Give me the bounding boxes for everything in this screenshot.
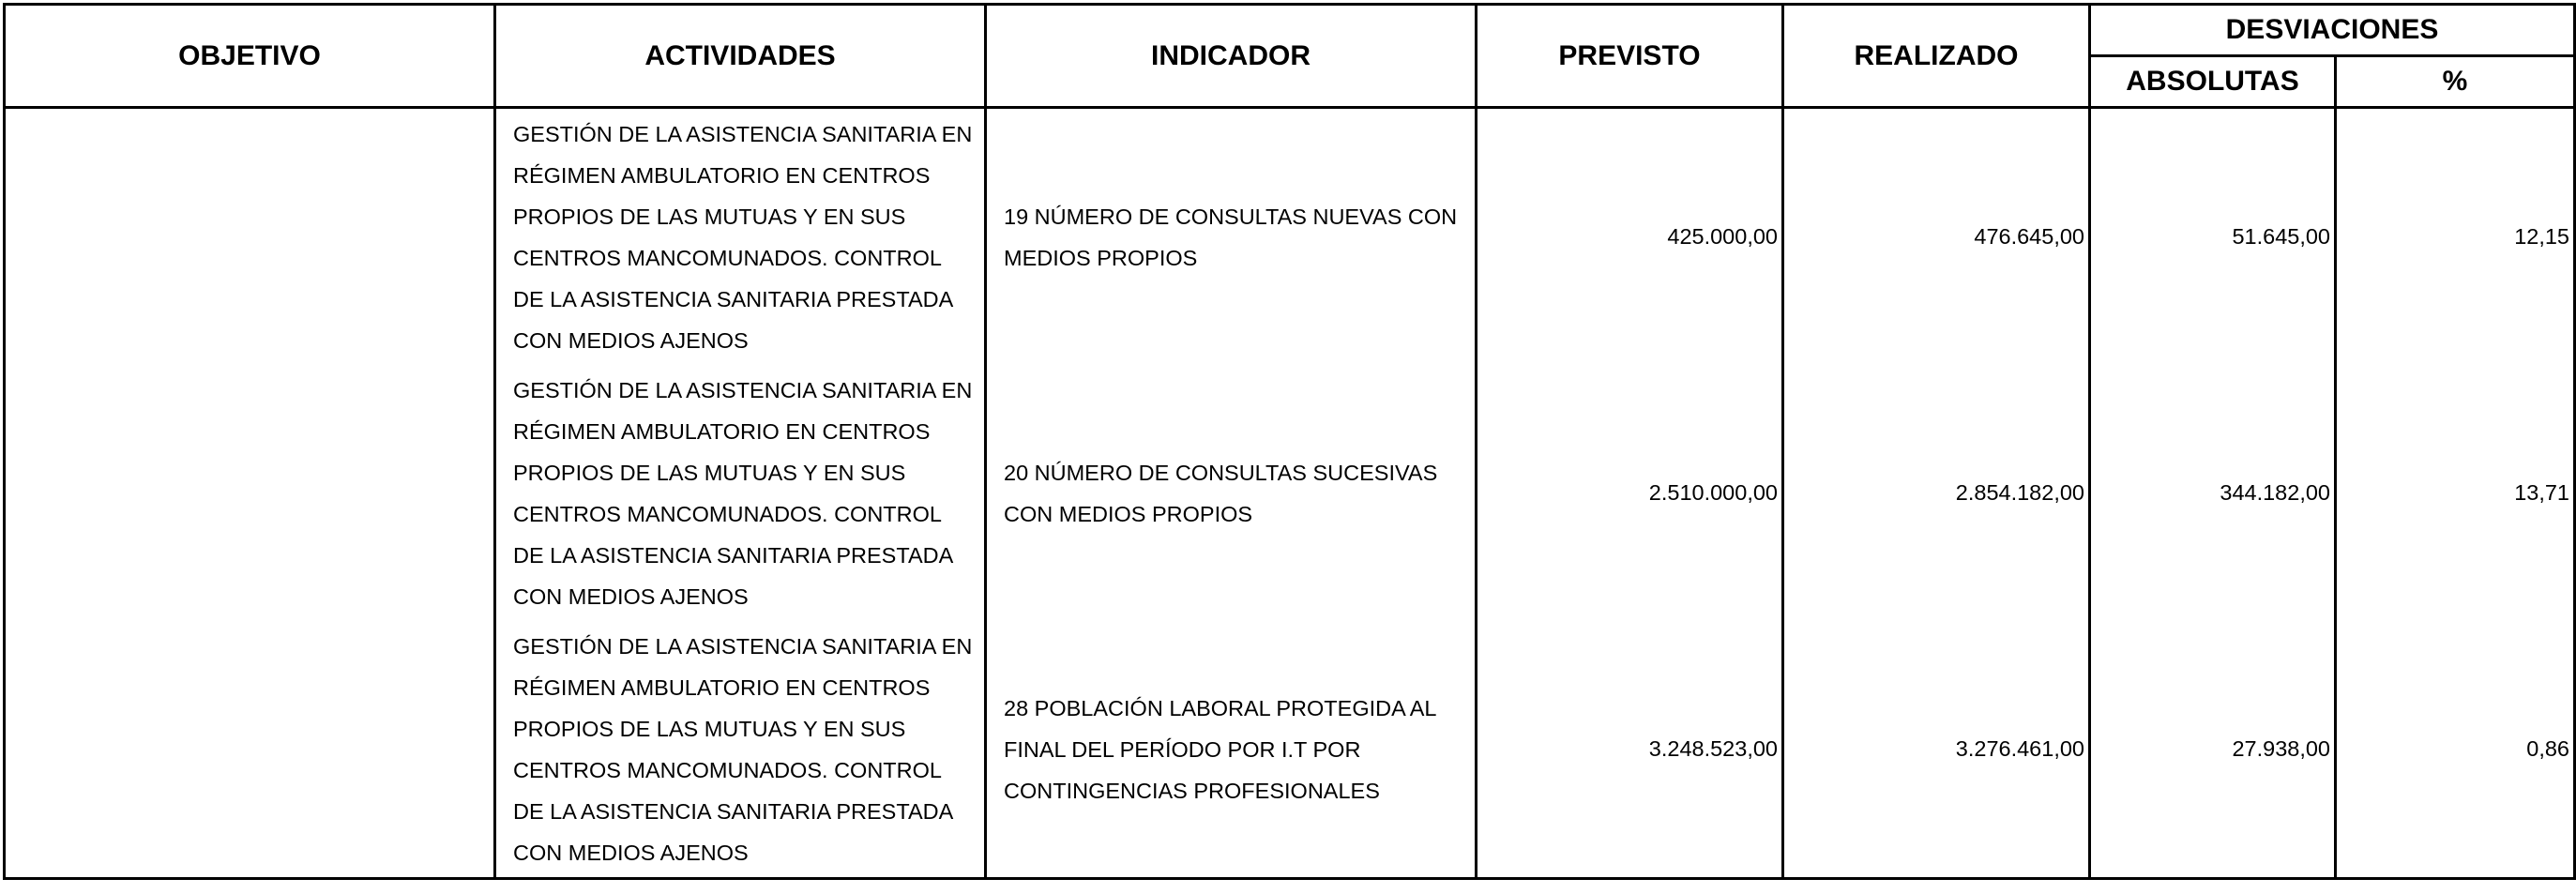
- header-indicador: INDICADOR: [986, 5, 1477, 108]
- cell-indicador: 28 POBLACIÓN LABORAL PROTEGIDA AL FINAL DEL PERÍODO POR I.T POR CONTINGENCIAS PROFESIONALES: [986, 621, 1477, 879]
- cell-absolutas: 27.938,00: [2090, 621, 2336, 879]
- table-header: [5, 5, 2575, 108]
- cell-actividades: GESTIÓN DE LA ASISTENCIA SANITARIA EN RÉGIMEN AMBULATORIO EN CENTROS PROPIOS DE LAS MUTUAS Y EN SUS CENTROS MANCOMUNADOS. CONTROL DE LA ASISTENCIA SANITARIA PRESTADA CON MEDIOS AJENOS: [495, 365, 986, 621]
- cell-realizado: 2.854.182,00: [1783, 365, 2090, 621]
- cell-indicador: 20 NÚMERO DE CONSULTAS SUCESIVAS CON MEDIOS PROPIOS: [986, 365, 1477, 621]
- indicators-table: [3, 3, 2576, 880]
- header-absolutas: ABSOLUTAS: [2090, 56, 2336, 108]
- header-previsto: PREVISTO: [1477, 5, 1783, 108]
- table-row: [5, 621, 2575, 879]
- cell-objetivo: [5, 365, 495, 621]
- cell-realizado: 476.645,00: [1783, 108, 2090, 366]
- header-realizado: REALIZADO: [1783, 5, 2090, 108]
- cell-previsto: 425.000,00: [1477, 108, 1783, 366]
- table-row: [5, 108, 2575, 366]
- cell-porcentaje: 0,86: [2336, 621, 2575, 879]
- cell-actividades: GESTIÓN DE LA ASISTENCIA SANITARIA EN RÉGIMEN AMBULATORIO EN CENTROS PROPIOS DE LAS MUTUAS Y EN SUS CENTROS MANCOMUNADOS. CONTROL DE LA ASISTENCIA SANITARIA PRESTADA CON MEDIOS AJENOS: [495, 108, 986, 366]
- cell-absolutas: 344.182,00: [2090, 365, 2336, 621]
- header-objetivo: OBJETIVO: [5, 5, 495, 108]
- cell-actividades: GESTIÓN DE LA ASISTENCIA SANITARIA EN RÉGIMEN AMBULATORIO EN CENTROS PROPIOS DE LAS MUTUAS Y EN SUS CENTROS MANCOMUNADOS. CONTROL DE LA ASISTENCIA SANITARIA PRESTADA CON MEDIOS AJENOS: [495, 621, 986, 879]
- header-actividades: ACTIVIDADES: [495, 5, 986, 108]
- cell-porcentaje: 12,15: [2336, 108, 2575, 366]
- cell-previsto: 3.248.523,00: [1477, 621, 1783, 879]
- cell-porcentaje: 13,71: [2336, 365, 2575, 621]
- table-body: [5, 108, 2575, 879]
- header-desviaciones: DESVIACIONES: [2090, 5, 2575, 56]
- cell-objetivo: [5, 108, 495, 366]
- cell-previsto: 2.510.000,00: [1477, 365, 1783, 621]
- header-row-top: [5, 5, 2575, 56]
- cell-absolutas: 51.645,00: [2090, 108, 2336, 366]
- cell-indicador: 19 NÚMERO DE CONSULTAS NUEVAS CON MEDIOS PROPIOS: [986, 108, 1477, 366]
- cell-objetivo: [5, 621, 495, 879]
- header-porcentaje: %: [2336, 56, 2575, 108]
- cell-realizado: 3.276.461,00: [1783, 621, 2090, 879]
- table-row: [5, 365, 2575, 621]
